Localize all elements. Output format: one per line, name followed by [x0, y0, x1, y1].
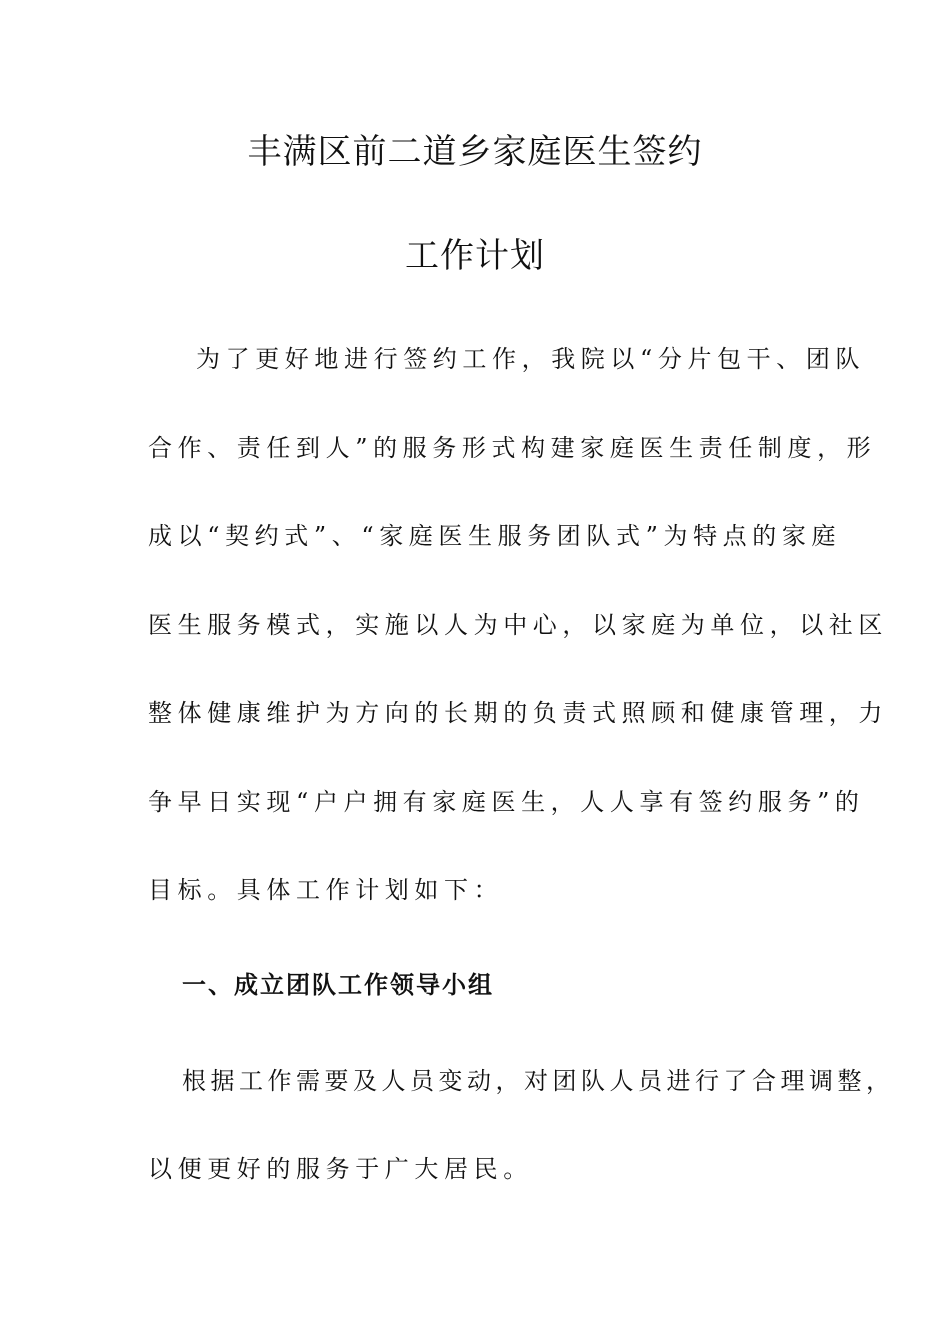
intro-paragraph-line: 目标。具体工作计划如下：	[148, 876, 504, 904]
document-title-line-1: 丰满区前二道乡家庭医生签约	[247, 132, 703, 172]
section-paragraph-line: 根据工作需要及人员变动，对团队人员进行了合理调整，	[182, 1067, 895, 1095]
intro-paragraph-line: 成以“契约式”、“家庭医生服务团队式”为特点的家庭	[148, 522, 842, 550]
intro-paragraph-line: 为了更好地进行签约工作，我院以“分片包干、团队	[196, 345, 866, 373]
section-heading: 一、成立团队工作领导小组	[182, 971, 494, 999]
document-title-line-2: 工作计划	[405, 236, 545, 276]
intro-paragraph-line: 合作、责任到人”的服务形式构建家庭医生责任制度，形	[148, 434, 877, 462]
section-paragraph-line: 以便更好的服务于广大居民。	[148, 1155, 533, 1183]
intro-paragraph-line: 整体健康维护为方向的长期的负责式照顾和健康管理，力	[148, 699, 888, 727]
intro-paragraph-line: 争早日实现“户户拥有家庭医生，人人享有签约服务”的	[148, 788, 865, 816]
intro-paragraph-line: 医生服务模式，实施以人为中心，以家庭为单位，以社区	[148, 611, 888, 639]
